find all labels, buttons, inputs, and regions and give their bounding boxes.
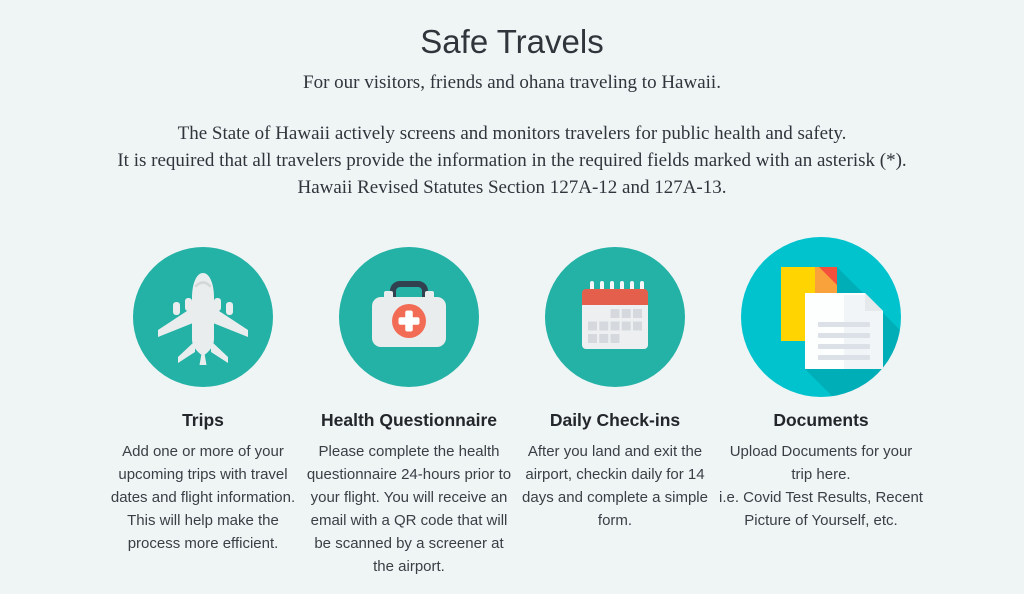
- feature-trips: [100, 237, 306, 555]
- feature-description: [100, 440, 306, 555]
- first-aid-kit-icon: [306, 237, 512, 397]
- feature-title: Health Questionnaire: [320, 410, 497, 430]
- airplane-icon: [100, 237, 306, 397]
- calendar-icon: [512, 237, 718, 397]
- feature-title: Trips: [182, 410, 224, 430]
- first-aid-kit-icon-svg: [339, 247, 479, 387]
- hero-section: [0, 0, 1024, 201]
- feature-description: [718, 440, 924, 532]
- feature-title: Documents: [773, 410, 869, 430]
- feature-description-line: Please complete the health questionnaire 24-hours prior to your flight. You will receive an email with a QR code that will be scanned by a screener at the airport.: [306, 443, 512, 575]
- page-subtitle: For our visitors, friends and ohana traveling to Hawaii.: [303, 72, 721, 93]
- feature-health-questionnaire: [306, 237, 512, 578]
- calendar-icon-svg: [545, 247, 685, 387]
- airplane-icon-svg: [133, 247, 273, 387]
- feature-daily-check-ins: [512, 237, 718, 532]
- feature-description: [512, 440, 718, 532]
- feature-title: Daily Check-ins: [549, 410, 681, 430]
- feature-description-line: i.e. Covid Test Results, Recent Picture of Yourself, etc.: [719, 489, 923, 529]
- documents-icon-svg: [741, 237, 901, 397]
- intro-paragraph: [97, 120, 927, 201]
- intro-line: The State of Hawaii actively screens and monitors travelers for public health and safety.: [177, 123, 847, 144]
- page-title: Safe Travels: [420, 23, 604, 60]
- feature-description-line: After you land and exit the airport, checkin daily for 14 days and complete a simple form.: [522, 443, 708, 529]
- feature-description-line: Add one or more of your upcoming trips with travel dates and flight information. This will help make the process more efficient.: [110, 443, 296, 552]
- feature-description: [306, 440, 512, 578]
- features-row: [0, 237, 1024, 578]
- documents-icon: [718, 237, 924, 397]
- feature-documents: [718, 237, 924, 532]
- intro-line: Hawaii Revised Statutes Section 127A-12 and 127A-13.: [297, 177, 727, 198]
- feature-description-line: Upload Documents for your trip here.: [729, 443, 913, 483]
- intro-line: It is required that all travelers provide the information in the required fields marked with an asterisk (*).: [117, 150, 907, 171]
